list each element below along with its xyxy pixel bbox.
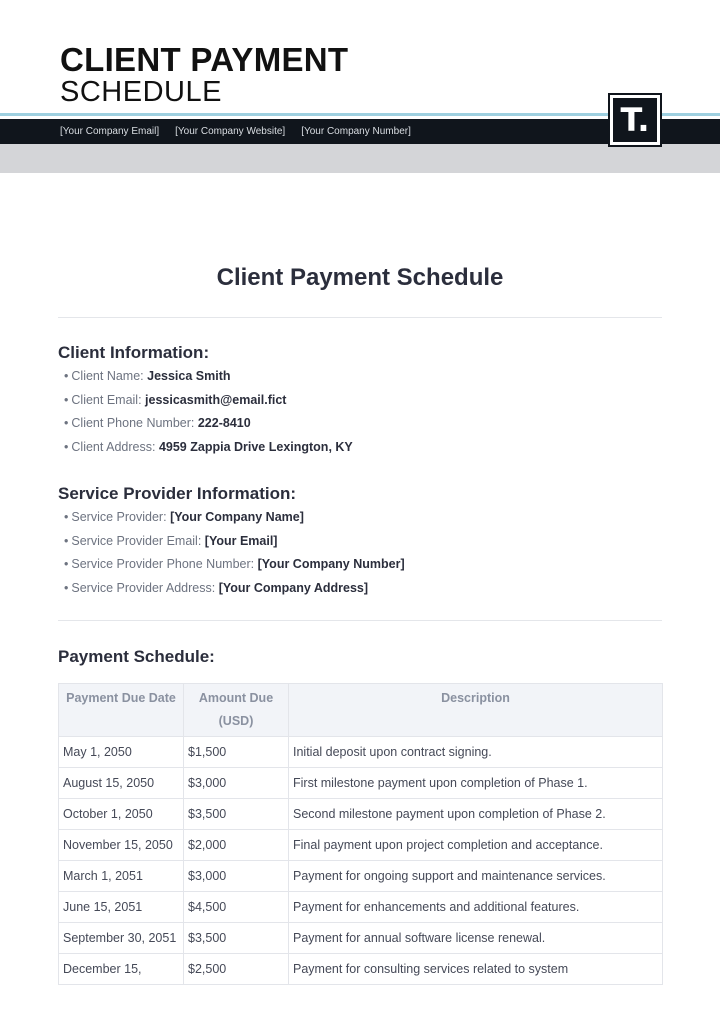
amount-cell: $2,000 — [184, 830, 289, 861]
description-cell: First milestone payment upon completion of Phase 1. — [289, 768, 663, 799]
client-name-item: • Client Name: Jessica Smith — [64, 369, 231, 383]
client-info-heading: Client Information: — [58, 343, 210, 362]
document-title: Client Payment Schedule — [216, 264, 504, 291]
due-date-cell: June 15, 2051 — [59, 892, 184, 923]
amount-cell: $3,500 — [184, 923, 289, 954]
amount-cell: $3,500 — [184, 799, 289, 830]
table-row — [59, 861, 663, 892]
amount-cell: $3,000 — [184, 768, 289, 799]
due-date-cell: August 15, 2050 — [59, 768, 184, 799]
table-row — [59, 923, 663, 954]
due-date-cell: May 1, 2050 — [59, 737, 184, 768]
table-row — [59, 954, 663, 985]
header-gray-band — [0, 144, 720, 173]
divider — [58, 317, 662, 318]
provider-phone-item: • Service Provider Phone Number: [Your Company Number] — [64, 557, 405, 571]
table-header-row — [59, 684, 663, 737]
description-cell: Payment for consulting services related to system — [289, 954, 663, 985]
due-date-cell: March 1, 2051 — [59, 861, 184, 892]
client-email-item: • Client Email: jessicasmith@email.fict — [64, 392, 287, 407]
company-website: [Your Company Website] — [175, 126, 286, 137]
header-title-line2: SCHEDULE — [60, 76, 222, 108]
table-row — [59, 799, 663, 830]
provider-name-item: • Service Provider: [Your Company Name] — [64, 510, 304, 524]
amount-cell: $4,500 — [184, 892, 289, 923]
payment-schedule-table — [58, 683, 663, 985]
column-header-description: Description — [289, 684, 663, 737]
company-number: [Your Company Number] — [301, 126, 411, 137]
description-cell: Payment for ongoing support and maintenance services. — [289, 861, 663, 892]
header-title-line1: CLIENT PAYMENT — [60, 41, 349, 78]
provider-email-item: • Service Provider Email: [Your Email] — [64, 533, 278, 548]
company-email: [Your Company Email] — [60, 126, 160, 137]
table-row — [59, 892, 663, 923]
table-row — [59, 737, 663, 768]
provider-info-heading: Service Provider Information: — [58, 484, 297, 503]
client-info-list — [64, 365, 353, 459]
column-header-due-date: Payment Due Date — [59, 684, 184, 737]
column-header-amount: Amount Due (USD) — [184, 684, 289, 737]
provider-info-list — [64, 506, 405, 600]
due-date-cell: November 15, 2050 — [59, 830, 184, 861]
amount-cell: $2,500 — [184, 954, 289, 985]
header-contact-line — [60, 119, 411, 144]
description-cell: Second milestone payment upon completion of Phase 2. — [289, 799, 663, 830]
description-cell: Payment for enhancements and additional features. — [289, 892, 663, 923]
divider — [58, 620, 662, 621]
provider-address-item: • Service Provider Address: [Your Company Address] — [64, 580, 369, 595]
due-date-cell: October 1, 2050 — [59, 799, 184, 830]
due-date-cell: December 15, — [59, 954, 184, 985]
payment-schedule-heading: Payment Schedule: — [58, 647, 215, 666]
amount-cell: $3,000 — [184, 861, 289, 892]
client-address-item: • Client Address: 4959 Zappia Drive Lexington, KY — [64, 439, 353, 454]
due-date-cell: September 30, 2051 — [59, 923, 184, 954]
description-cell: Initial deposit upon contract signing. — [289, 737, 663, 768]
description-cell: Final payment upon project completion and acceptance. — [289, 830, 663, 861]
company-logo — [608, 93, 662, 147]
client-phone-item: • Client Phone Number: 222-8410 — [64, 416, 251, 430]
amount-cell: $1,500 — [184, 737, 289, 768]
description-cell: Payment for annual software license renewal. — [289, 923, 663, 954]
table-row — [59, 768, 663, 799]
logo-mark: T. — [613, 98, 657, 142]
table-row — [59, 830, 663, 861]
